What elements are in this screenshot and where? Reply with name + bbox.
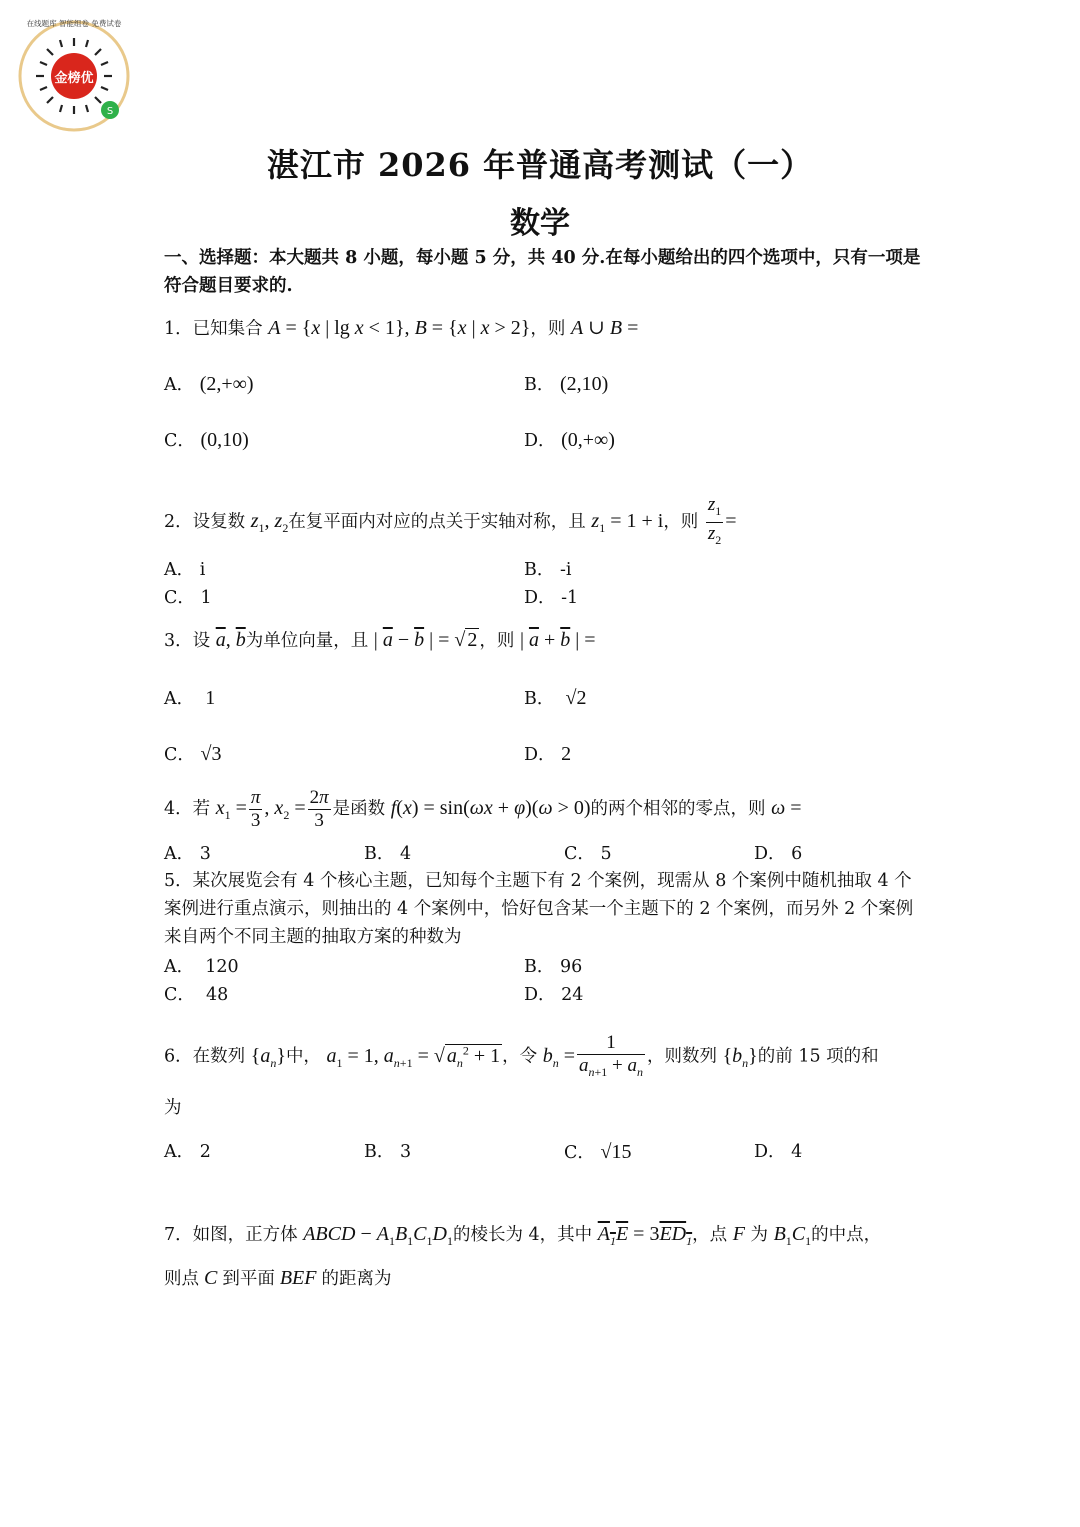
svg-text:在线题库 智能组卷 免费试卷: 在线题库 智能组卷 免费试卷 bbox=[26, 19, 122, 28]
q3-option-c[interactable]: C． √3 bbox=[164, 743, 222, 765]
q2-option-b[interactable]: B． -i bbox=[524, 560, 572, 580]
q1-option-a[interactable]: A． (2,+∞) bbox=[164, 373, 254, 395]
q3-option-b[interactable]: B． √2 bbox=[524, 687, 587, 709]
q1-option-d[interactable]: D． (0,+∞) bbox=[524, 429, 615, 451]
q5-option-c[interactable]: C． 48 bbox=[164, 985, 229, 1005]
q5-option-a[interactable]: A． 120 bbox=[164, 957, 239, 977]
subject-title: 数学 bbox=[510, 206, 570, 241]
logo bbox=[12, 10, 136, 134]
section-heading: 一、选择题：本大题共 8 小题，每小题 5 分，共 40 分.在每小题给出的四个选项中，只有一项是符合题目要求的. bbox=[164, 248, 921, 296]
question-7: 7．如图，正方体 ABCD − $A_1B_1C_1D_1$的棱长为 4，其中 $A_1E = 3ED_1$，点 F 为 $B_1C_1$的中点， bbox=[164, 1223, 882, 1248]
question-5: 5．某次展览会有 4 个核心主题，已知每个主题下有 2 个案例，现需从 8 个案例中随机抽取 4 个案例进行重点演示，则抽出的 4 个案例中，恰好包含某一个主题下的 2 个案例，而另外 2 个案例来自两个不同主题的抽取方案的种数为 bbox=[164, 871, 914, 947]
question-7-line2: 则点 C 到平面 BEF 的距离为 bbox=[164, 1267, 392, 1289]
question-6-wrap: 为 bbox=[164, 1098, 182, 1118]
question-2: 2．设复数 $z_1$, $z_2$在复平面内对应的点关于实轴对称，且 $z_1 = 1 + i$，则 $\frac{z_1}{z_2}$ = bbox=[164, 494, 737, 547]
q1-option-b[interactable]: B． (2,10) bbox=[524, 373, 609, 395]
q5-option-d[interactable]: D． 24 bbox=[524, 985, 584, 1005]
q6-option-b[interactable]: B． 3 bbox=[364, 1142, 412, 1162]
q6-option-d[interactable]: D． 4 bbox=[754, 1142, 803, 1162]
question-3: 3．设 $\overline{a}$, $\overline{b}$为单位向量，且 | $\overline{a} - \overline{b}$ | = √ 2 ，则 | $\overline{a} + \overline{b}$ | = bbox=[164, 629, 596, 651]
question-4: 4．若 $x_1$ = $\frac{\pi}{3}$ , $x_2$ = $\frac{2\pi}{3}$ 是函数 f(x) = sin(ωx + φ)(ω > 0)的两个相邻的零点，则 ω = bbox=[164, 787, 802, 831]
q3-option-d[interactable]: D． 2 bbox=[524, 743, 572, 765]
question-1: 1．已知集合 A = {x | lg x < 1}, B = {x | x > 2}，则 A ∪ B = bbox=[164, 317, 639, 339]
svg-text:S: S bbox=[106, 106, 114, 117]
q4-option-b[interactable]: B． 4 bbox=[364, 844, 412, 864]
q6-option-a[interactable]: A． 2 bbox=[164, 1142, 211, 1162]
q4-option-d[interactable]: D． 6 bbox=[754, 844, 803, 864]
q2-option-d[interactable]: D． -1 bbox=[524, 588, 579, 608]
q3-option-a[interactable]: A． 1 bbox=[164, 687, 216, 709]
q4-option-a[interactable]: A． 3 bbox=[164, 844, 211, 864]
q4-option-c[interactable]: C． 5 bbox=[564, 844, 612, 864]
q2-option-a[interactable]: A． i bbox=[164, 560, 206, 580]
question-6: 6．在数列 $\{a_n\}$中， $a_1 = 1$, $a_{n+1}$ = √ $a_n^2 + 1$ ，令 $b_n$ = $\frac{1}{a_{n+1} + a_n}$ ，则数列 $\{b_n\}$的前 15 项的和 bbox=[164, 1031, 879, 1079]
q1-option-c[interactable]: C． (0,10) bbox=[164, 429, 249, 451]
q6-option-c[interactable]: C． √15 bbox=[564, 1141, 632, 1163]
q5-option-b[interactable]: B． 96 bbox=[524, 957, 583, 977]
q2-option-c[interactable]: C． 1 bbox=[164, 588, 212, 608]
exam-title: 湛江市 2026 年普通高考测试（一） bbox=[266, 146, 814, 184]
svg-text:金榜优: 金榜优 bbox=[54, 71, 94, 86]
